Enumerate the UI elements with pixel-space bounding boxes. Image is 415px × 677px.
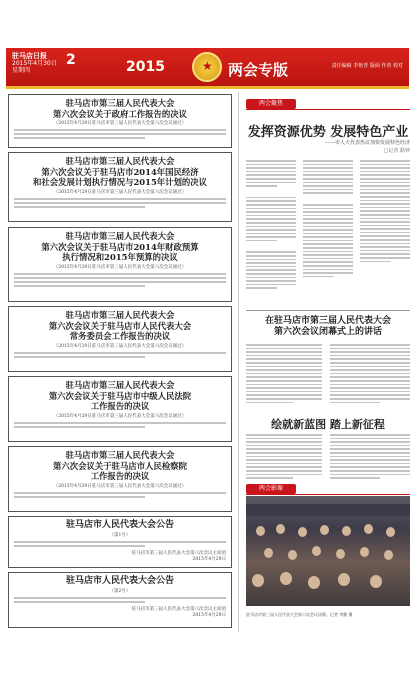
resolution-box-2 xyxy=(8,152,232,222)
notice-box-1 xyxy=(8,516,232,568)
section-title: 两会专版 xyxy=(228,61,289,79)
masthead xyxy=(6,48,409,86)
tag-rule xyxy=(246,494,410,495)
resolution-box-6 xyxy=(8,446,232,512)
resolution-title: 驻马店市第三届人民代表大会 第六次会议关于驻马店市中级人民法院 工作报告的决议 xyxy=(48,380,192,411)
column-divider xyxy=(238,92,239,632)
resolution-box-3 xyxy=(8,227,232,302)
article-column-2 xyxy=(303,158,353,279)
editorial-title: 绘就新蓝图 踏上新征程 xyxy=(271,418,385,431)
resolution-box-5 xyxy=(8,376,232,442)
resolution-box-1 xyxy=(8,94,232,148)
resolution-title: 驻马店市第三届人民代表大会 第六次会议关于驻马店市2014年国民经济 和社会发展计划执行情况与2015年计划的决议 xyxy=(32,156,208,187)
masthead-info xyxy=(12,53,68,74)
resolution-date: （2015年4月29日驻马店市第三届人民代表大会第六次会议通过） xyxy=(53,343,187,349)
resolution-date: （2015年4月29日驻马店市第三届人民代表大会第六次会议通过） xyxy=(53,189,187,195)
resolution-title: 驻马店市第三届人民代表大会 第六次会议关于政府工作报告的决议 xyxy=(53,98,187,119)
resolution-title: 驻马店市第三届人民代表大会 第六次会议关于驻马店市2014年财政预算 执行情况和2015年预算的决议 xyxy=(41,231,199,262)
editorial-column-2 xyxy=(330,432,410,481)
resolution-date: （2015年4月29日驻马店市第三届人民代表大会第六次会议通过） xyxy=(53,413,187,419)
editorial-column-1 xyxy=(246,432,322,481)
resolution-box-4 xyxy=(8,306,232,372)
notice-box-2 xyxy=(8,572,232,628)
tag-rule xyxy=(246,109,410,110)
article-column-1 xyxy=(246,158,296,291)
speech-title: 在驻马店市第三届人民代表大会 第六次会议闭幕式上的讲话 xyxy=(264,316,391,337)
feature-subhead: ——市人大代表热议加快发展特色经济 xyxy=(324,140,410,146)
national-emblem-icon: ★ xyxy=(192,52,222,82)
notice-number: （第2号） xyxy=(109,588,131,594)
notice-title: 驻马店市人民代表大会公告 xyxy=(65,576,174,586)
section-tag-focus: 两会聚焦 xyxy=(246,99,296,109)
masthead-divider xyxy=(6,86,409,89)
issue-weekday: 星期四 xyxy=(12,67,31,74)
speech-column-1 xyxy=(246,342,322,405)
masthead-year: 2015 xyxy=(126,59,165,75)
resolution-date: （2015年4月29日驻马店市第三届人民代表大会第六次会议通过） xyxy=(53,264,187,270)
feature-headline: 发挥资源优势 发展特色产业 xyxy=(247,125,409,140)
editor-credits: 责任编辑 李艳青 版面 作者 校对 xyxy=(331,63,403,69)
resolution-date: （2015年4月29日驻马店市第三届人民代表大会第六次会议通过） xyxy=(53,121,187,126)
notice-signature: 驻马店市第三届人民代表大会第六次会议主席团 2015年4月29日 xyxy=(131,550,226,562)
photo-caption: 驻马店市第三届人民代表大会第六次会议闭幕。记者 李勤 摄 xyxy=(246,612,353,617)
section-tag-photos: 两会影像 xyxy=(246,484,296,494)
page-number: 2 xyxy=(66,52,76,68)
article-column-3 xyxy=(360,158,410,264)
notice-title: 驻马店市人民代表大会公告 xyxy=(65,520,174,530)
resolution-title: 驻马店市第三届人民代表大会 第六次会议关于驻马店市人民检察院 工作报告的决议 xyxy=(53,450,187,481)
resolution-title: 驻马店市第三届人民代表大会 第六次会议关于驻马店市人民代表大会 常务委员会工作报告的决议 xyxy=(48,310,192,341)
notice-signature: 驻马店市第三届人民代表大会第六次会议主席团 2015年4月29日 xyxy=(131,606,226,618)
feature-byline: □记者 路钟 xyxy=(383,148,410,154)
newspaper-brand: 驻马店日报 xyxy=(12,52,47,60)
notice-number: （第1号） xyxy=(109,532,131,538)
session-photo xyxy=(246,496,410,606)
resolution-date: （2015年4月29日驻马店市第三届人民代表大会第六次会议通过） xyxy=(53,483,187,489)
speech-column-2 xyxy=(330,342,410,405)
issue-date: 2015年4月30日 xyxy=(12,60,57,67)
article-divider xyxy=(246,310,410,311)
